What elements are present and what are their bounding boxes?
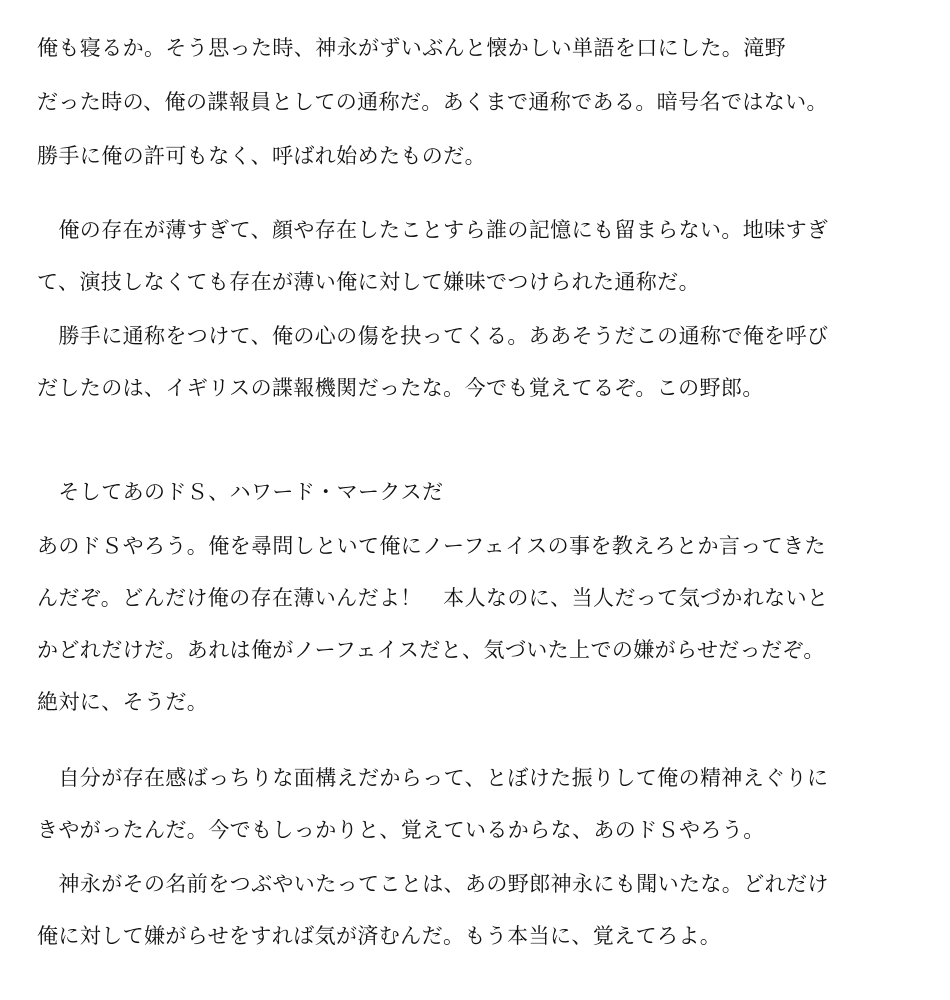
text-line-5: て、演技しなくても存在が薄い俺に対して嫌味でつけられた通称だ。	[37, 270, 700, 294]
text-line-7: だしたのは、イギリスの諜報機関だったな。今でも覚えてるぞ。この野郎。	[37, 376, 764, 400]
text-line-9: あのドＳやろう。俺を尋問しといて俺にノーフェイスの事を教えろとか言ってきた	[37, 534, 826, 558]
text-line-10: んだぞ。どんだけ俺の存在薄いんだよ！ 本人なのに、当人だって気づかれないと	[37, 586, 829, 610]
text-line-12: 絶対に、そうだ。	[37, 690, 209, 714]
text-line-8: そしてあのドＳ、ハワード・マークスだ	[37, 480, 444, 504]
text-line-14: きやがったんだ。今でもしっかりと、覚えているからな、あのドＳやろう。	[37, 818, 765, 842]
text-line-4: 俺の存在が薄すぎて、顔や存在したことすら誰の記憶にも留まらない。地味すぎ	[37, 218, 829, 242]
text-line-16: 俺に対して嫌がらせをすれば気が済むんだ。もう本当に、覚えてろよ。	[37, 924, 722, 948]
text-line-15: 神永がその名前をつぶやいたってことは、あの野郎神永にも聞いたな。どれだけ	[37, 872, 829, 896]
text-line-13: 自分が存在感ばっちりな面構えだからって、とぼけた振りして俺の精神えぐりに	[37, 766, 829, 790]
text-line-6: 勝手に通称をつけて、俺の心の傷を抉ってくる。ああそうだこの通称で俺を呼び	[37, 324, 829, 348]
text-line-2: だった時の、俺の諜報員としての通称だ。あくまで通称である。暗号名ではない。	[37, 90, 828, 114]
text-line-1: 俺も寝るか。そう思った時、神永がずいぶんと懐かしい単語を口にした。滝野	[37, 36, 786, 60]
text-line-3: 勝手に俺の許可もなく、呼ばれ始めたものだ。	[37, 144, 486, 168]
text-line-11: かどれだけだ。あれは俺がノーフェイスだと、気づいた上での嫌がらせだっだぞ。	[37, 638, 825, 662]
